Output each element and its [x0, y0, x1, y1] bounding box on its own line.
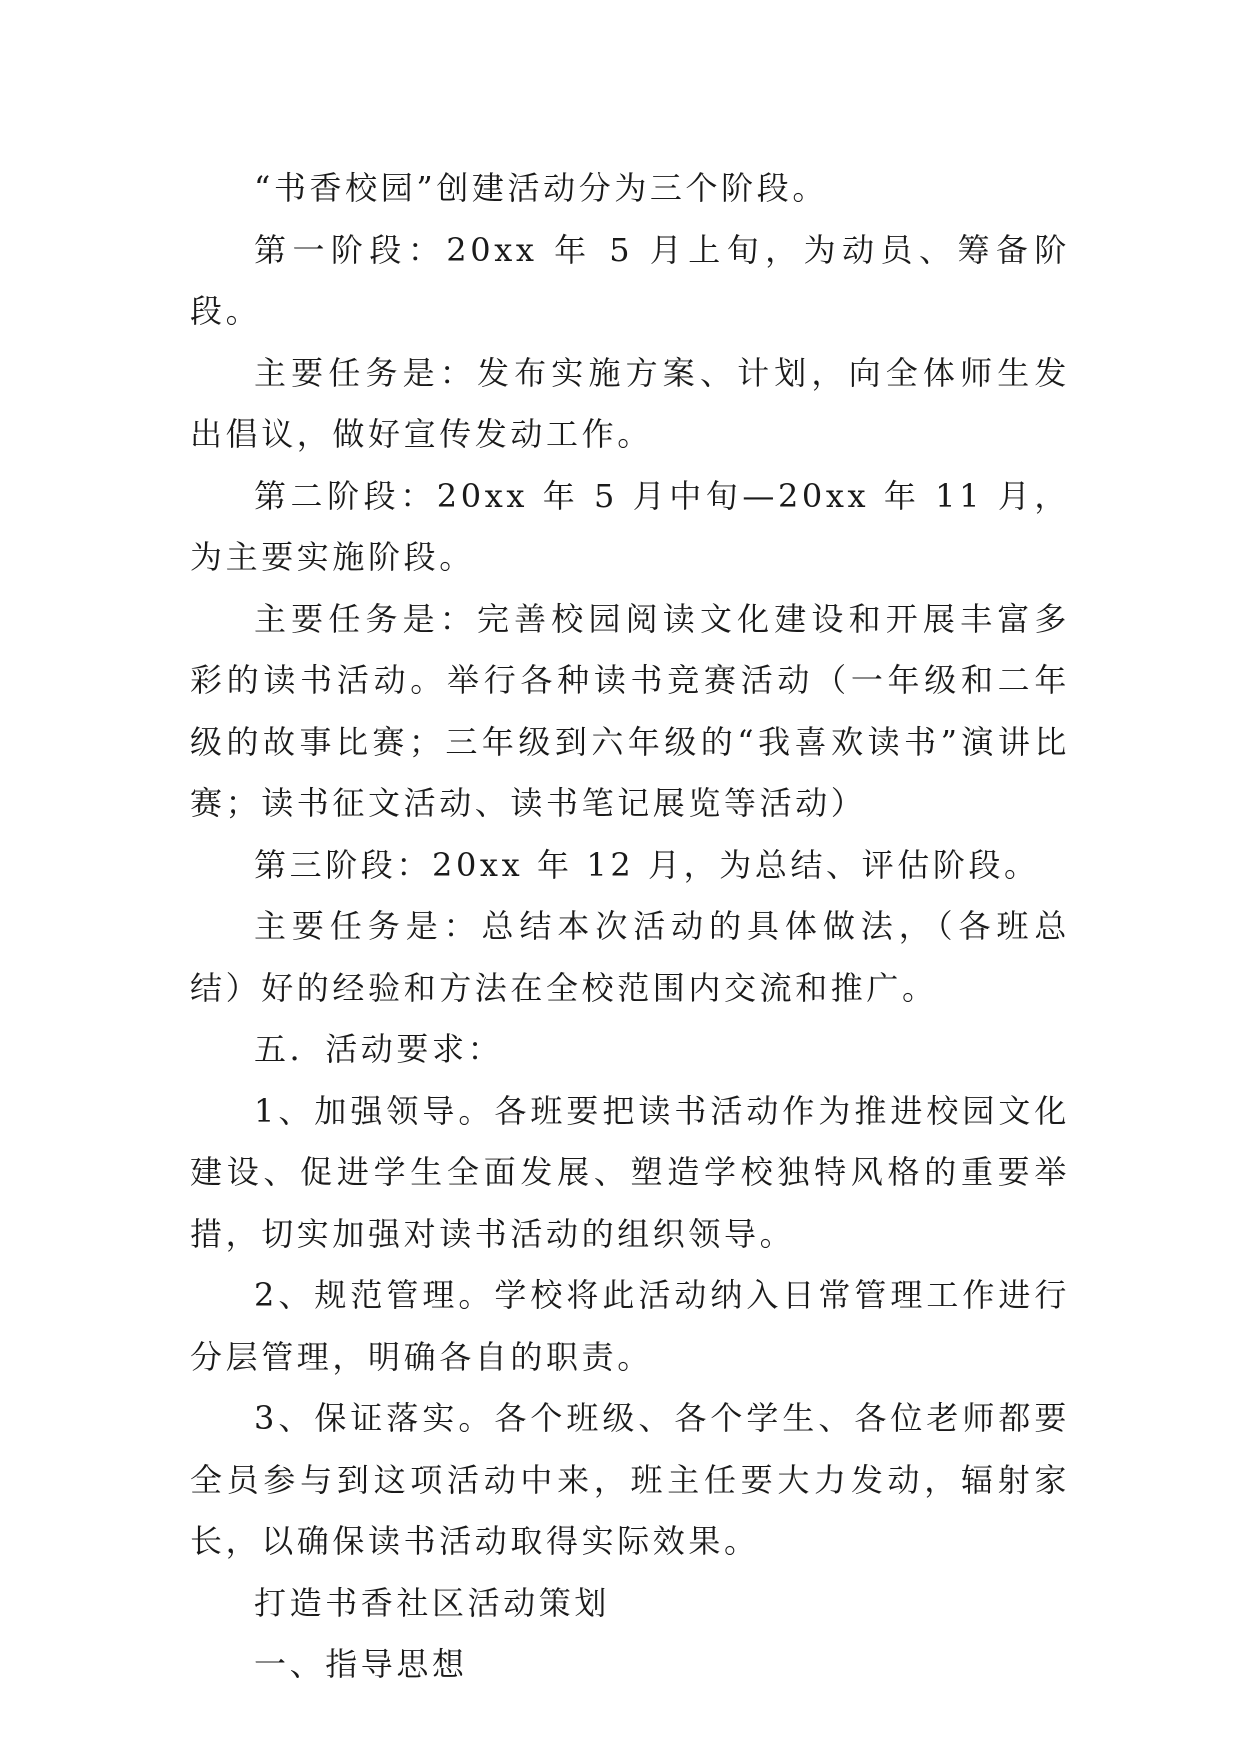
paragraph-stage-three: 第三阶段：20xx 年 12 月，为总结、评估阶段。 — [254, 845, 1040, 884]
paragraph-requirement-management: 2、规范管理。学校将此活动纳入日常管理工作进行分层管理，明确各自的职责。 — [190, 1276, 1070, 1376]
paragraph-requirement-implementation: 3、保证落实。各个班级、各个学生、各位老师都要全员参与到这项活动中来，班主任要大力发动，辐射家长，以确保读书活动取得实际效果。 — [190, 1399, 1070, 1560]
paragraph-requirement-leadership: 1、加强领导。各班要把读书活动作为推进校园文化建设、促进学生全面发展、塑造学校独特风格的重要举措，切实加强对读书活动的组织领导。 — [190, 1091, 1070, 1253]
section-heading-requirements: 五．活动要求： — [254, 1030, 504, 1068]
document-subtitle: 打造书香社区活动策划 — [254, 1583, 611, 1622]
paragraph-stages-intro: “书香校园”创建活动分为三个阶段。 — [254, 169, 828, 207]
document-body — [190, 158, 1070, 1696]
section-heading-guiding-idea: 一、指导思想 — [254, 1645, 468, 1683]
paragraph-stage-two-tasks: 主要任务是：完善校园阅读文化建设和开展丰富多彩的读书活动。举行各种读书竞赛活动（一年级和二年级的故事比赛；三年级到六年级的“我喜欢读书”演讲比赛；读书征文活动、读书笔记展览等活动） — [190, 599, 1070, 822]
paragraph-stage-one-tasks: 主要任务是：发布实施方案、计划，向全体师生发出倡议，做好宣传发动工作。 — [190, 353, 1070, 453]
paragraph-stage-two: 第二阶段：20xx 年 5 月中旬—20xx 年 11 月，为主要实施阶段。 — [190, 476, 1070, 576]
paragraph-stage-one: 第一阶段：20xx 年 5 月上旬，为动员、筹备阶段。 — [190, 230, 1070, 330]
paragraph-stage-three-tasks: 主要任务是：总结本次活动的具体做法，（各班总结）好的经验和方法在全校范围内交流和推广。 — [190, 907, 1070, 1007]
